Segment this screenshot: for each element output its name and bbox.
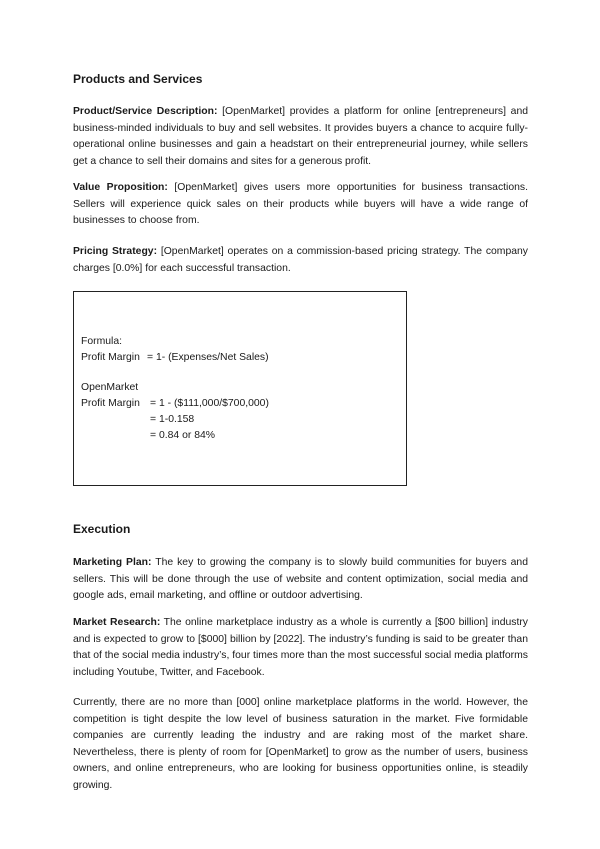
formula-title: Formula:	[81, 336, 122, 347]
product-description-paragraph	[73, 104, 528, 170]
pricing-strategy-label: Pricing Strategy:	[73, 246, 158, 257]
market-research-text: The online marketplace industry as a whole is currently a [$00 billion] industry and is expected to grow to [$000] billion by [2022]. The industry’s funding is said to be greater than that of the social media industry’s, four times more than the most successful social media platforms including Youtube, Twitter, and Facebook.	[73, 617, 528, 678]
formula-step-2: = 1-0.158	[150, 414, 195, 425]
value-proposition-paragraph	[73, 180, 528, 230]
marketing-plan-paragraph	[73, 555, 528, 605]
products-heading: Products and Services	[73, 72, 203, 86]
formula-company-name: OpenMarket	[81, 382, 139, 393]
marketing-plan-label: Marketing Plan:	[73, 557, 152, 568]
market-research-label: Market Research:	[73, 617, 161, 628]
value-proposition-text: [OpenMarket] gives users more opportunities for business transactions. Sellers will experience quick sales on their products while buyers will have a wide range of businesses to choose from.	[73, 182, 528, 226]
competition-paragraph: Currently, there are no more than [000] online marketplace platforms in the world. However, the competition is tight despite the low level of business saturation in the market. Five formidable companies are currently leading the industry and are raking most of the market share. Nevertheless, there is plenty of room for [OpenMarket] to grow as the number of users, business owners, and online entrepreneurs, who are looking for business opportunities online, is steadily growing.	[73, 697, 528, 791]
formula-step-1: = 1 - ($111,000/$700,000)	[150, 398, 269, 409]
pricing-strategy-paragraph	[73, 244, 528, 277]
market-research-paragraph	[73, 615, 528, 681]
profit-margin-formula-box	[73, 291, 407, 486]
execution-heading: Execution	[73, 522, 131, 536]
formula-profit-margin-expression: = 1- (Expenses/Net Sales)	[147, 352, 269, 363]
pricing-strategy-text: [OpenMarket] operates on a commission-based pricing strategy. The company charges [0.0%] for each successful transaction.	[73, 246, 528, 274]
formula-step-3: = 0.84 or 84%	[150, 430, 215, 441]
product-description-text: [OpenMarket] provides a platform for online [entrepreneurs] and business-minded individuals to buy and sell websites. It provides buyers a chance to acquire fully-operational online businesses and gain a headstart on their entrepreneurial journey, while sellers get a chance to sell their domains and sites for a generous profit.	[73, 106, 529, 167]
product-description-label: Product/Service Description:	[73, 106, 218, 117]
value-proposition-label: Value Proposition:	[73, 182, 168, 193]
formula-profit-margin-label: Profit Margin	[81, 352, 140, 363]
marketing-plan-text: The key to growing the company is to slowly build communities for buyers and sellers. This will be done through the use of website and content optimization, social media and google ads, email marketing, and offline or outdoor advertising.	[73, 557, 528, 601]
formula-company-profit-margin-label: Profit Margin	[81, 398, 140, 409]
